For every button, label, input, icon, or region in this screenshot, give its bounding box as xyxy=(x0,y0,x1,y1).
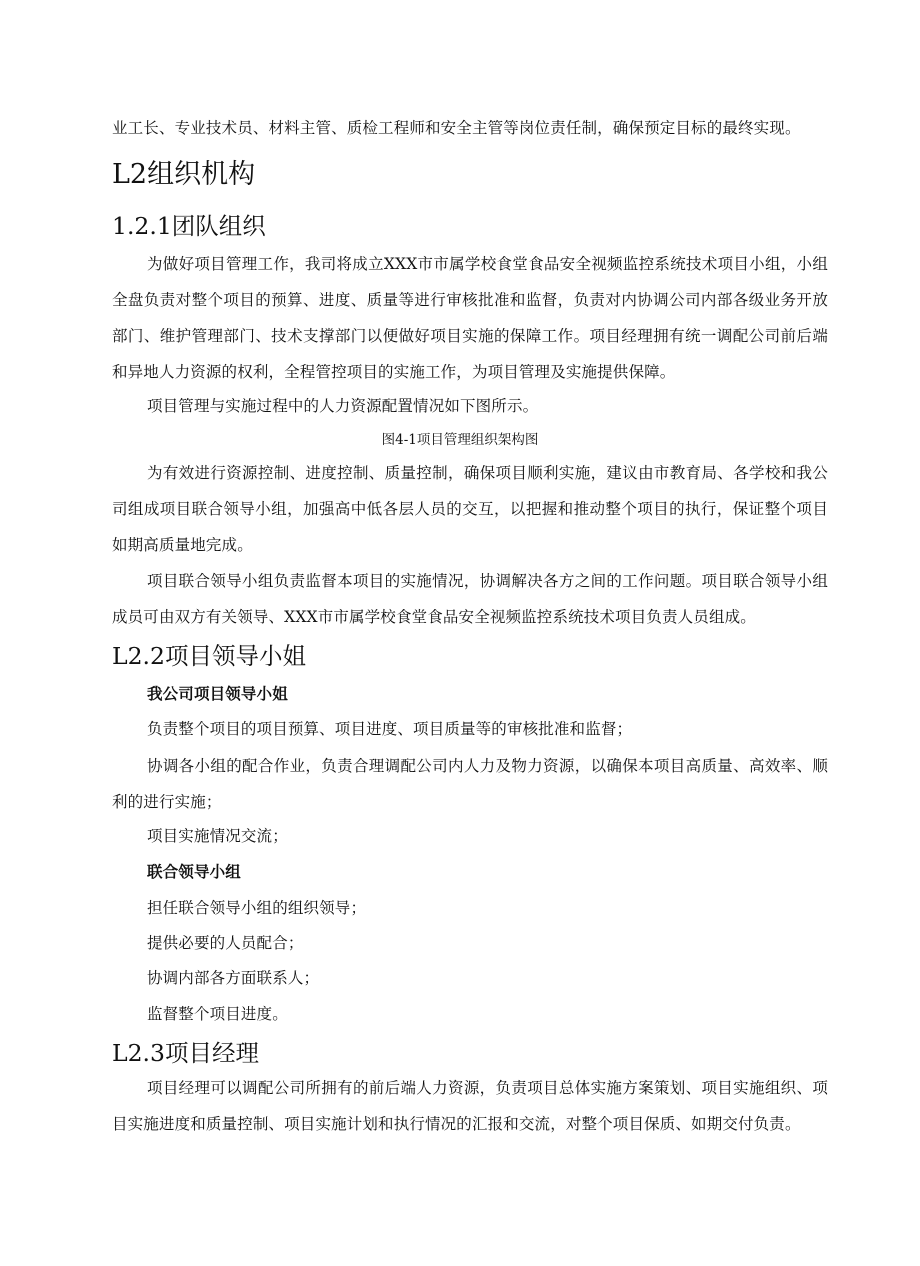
subheading-company-group: 我公司项目领导小姐 xyxy=(147,685,288,703)
duty-item: 担任联合领导小组的组织领导； xyxy=(147,899,367,917)
duty-item: 项目实施情况交流； xyxy=(147,827,288,845)
subheading-joint-group: 联合领导小组 xyxy=(147,863,241,881)
paragraph-coordination: 协调各小组的配合作业，负责合理调配公司内人力及物力资源，以确保本项目高质量、高效率、顺利的进行实施； xyxy=(112,757,828,811)
figure-caption: 图4-1项目管理组织架构图 xyxy=(381,432,539,448)
heading-project-manager: L2.3项目经理 xyxy=(112,1039,259,1067)
paragraph-team-organization: 为做好项目管理工作，我司将成立XXX市市属学校食堂食品安全视频监控系统技术项目小组，小组全盘负责对整个项目的预算、进度、质量等进行审核批准和监督，负责对内协调公司内部各级业务开放部门、维护管理部门、技术支撑部门以便做好项目实施的保障工作。项目经理拥有统一调配公司前后端和异地人力资源的权利，全程管控项目的实施工作，为项目管理及实施提供保障。 xyxy=(112,255,828,381)
duty-item: 协调内部各方面联系人； xyxy=(147,969,320,987)
paragraph-joint-group: 为有效进行资源控制、进度控制、质量控制，确保项目顺利实施，建议由市教育局、各学校和我公司组成项目联合领导小组，加强高中低各层人员的交互，以把握和推动整个项目的执行，保证整个项目如期高质量地完成。 xyxy=(112,464,828,554)
heading-leadership-group: L2.2项目领导小姐 xyxy=(112,642,306,670)
duty-item: 负责整个项目的项目预算、项目进度、项目质量等的审核批准和监督； xyxy=(147,720,633,738)
heading-team-organization: 1.2.1团队组织 xyxy=(112,212,266,240)
paragraph-continuation: 业工长、专业技术员、材料主管、质检工程师和安全主管等岗位责任制，确保预定目标的最终实现。 xyxy=(112,119,801,137)
paragraph-joint-group-duties: 项目联合领导小组负责监督本项目的实施情况，协调解决各方之间的工作问题。项目联合领导小组成员可由双方有关领导、XXX市市属学校食堂食品安全视频监控系统技术项目负责人员组成。 xyxy=(112,572,828,626)
heading-org-structure: L2组织机构 xyxy=(112,159,256,190)
paragraph-project-manager: 项目经理可以调配公司所拥有的前后端人力资源，负责项目总体实施方案策划、项目实施组织、项目实施进度和质量控制、项目实施计划和执行情况的汇报和交流，对整个项目保质、如期交付负责。 xyxy=(112,1079,828,1133)
paragraph-hr-allocation: 项目管理与实施过程中的人力资源配置情况如下图所示。 xyxy=(147,397,539,415)
duty-item: 提供必要的人员配合； xyxy=(147,934,304,952)
duty-item: 监督整个项目进度。 xyxy=(147,1005,288,1023)
